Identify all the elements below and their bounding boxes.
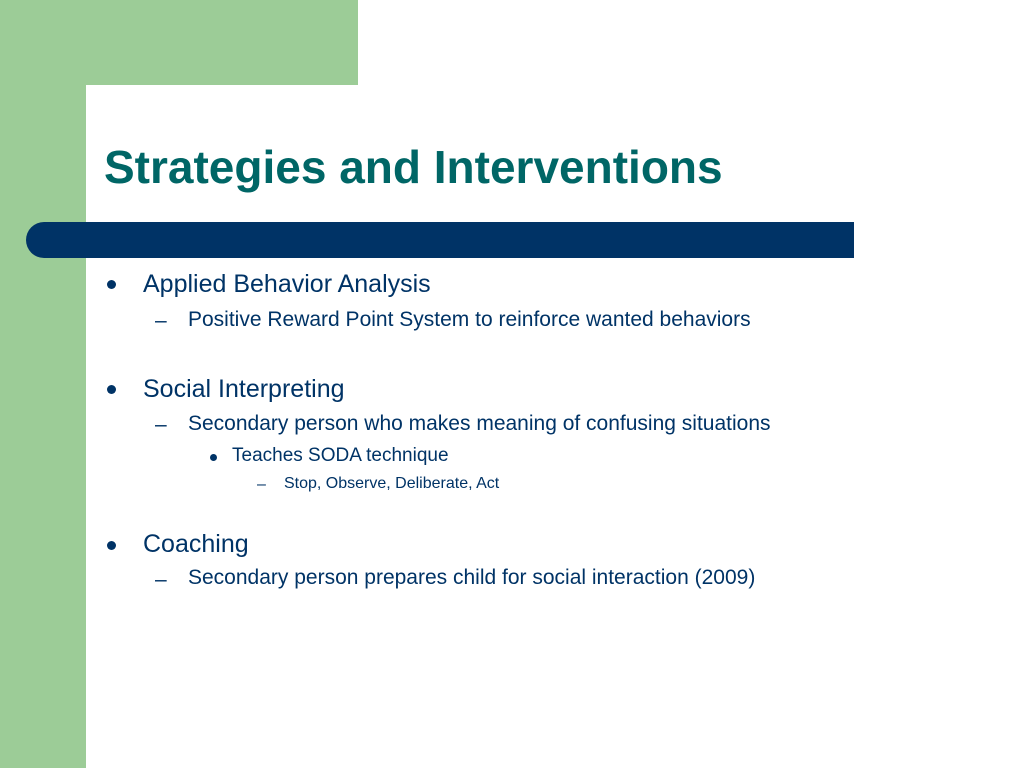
sub-sub-sub-bullet-item: Stop, Observe, Deliberate, Act <box>284 475 500 492</box>
bullet-dot-icon <box>107 385 116 394</box>
bullet-dot-icon <box>107 541 116 550</box>
dash-icon: – <box>155 413 167 436</box>
dash-icon: – <box>155 309 167 332</box>
slide-title: Strategies and Interventions <box>104 141 723 193</box>
dash-icon: – <box>155 568 167 591</box>
bullet-item: Coaching <box>143 530 249 558</box>
sub-bullet-item: Secondary person who makes meaning of confusing situations <box>188 412 771 435</box>
bullet-dot-icon <box>107 280 116 289</box>
bullet-dot-icon <box>210 454 217 461</box>
sub-bullet-item: Positive Reward Point System to reinforce wanted behaviors <box>188 308 751 331</box>
sub-sub-bullet-item: Teaches SODA technique <box>232 445 449 466</box>
bullet-item: Social Interpreting <box>143 375 345 403</box>
bullet-item: Applied Behavior Analysis <box>143 270 431 298</box>
dash-icon: – <box>257 476 266 493</box>
sub-bullet-item: Secondary person prepares child for social interaction (2009) <box>188 566 756 589</box>
